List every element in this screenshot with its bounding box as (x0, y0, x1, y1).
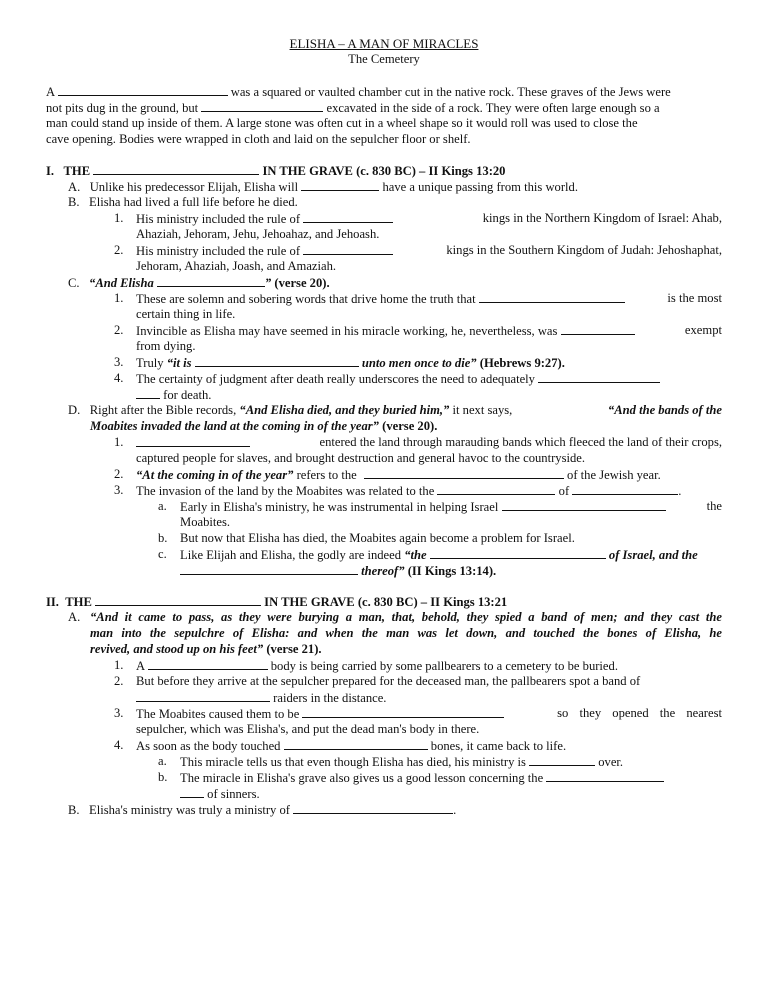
fill-in-blank[interactable] (148, 658, 268, 670)
fill-in-blank[interactable] (437, 483, 555, 495)
s2-a2-label: 2. (114, 674, 124, 688)
intro-line-1: A was a squared or vaulted chamber cut in the native rock. These graves of the Jews were (46, 85, 671, 99)
fill-in-blank[interactable] (302, 706, 504, 718)
fill-in-blank[interactable] (93, 163, 259, 175)
s1-d3a-cont: Moabites. (180, 515, 231, 529)
s1-d3b-label: b. (158, 531, 168, 545)
fill-in-blank[interactable] (546, 770, 664, 782)
s1-d3a-line: Early in Elisha's ministry, he was instrumental in helping Israel the (180, 499, 722, 514)
s1-c1-cont: certain thing in life. (136, 307, 236, 321)
fill-in-blank[interactable] (572, 483, 678, 495)
s2-a4b-line: The miracle in Elisha's grave also gives us a good lesson concerning the (180, 770, 664, 787)
s1-d3c-line: Like Elijah and Elisha, the godly are indeed “the of Israel, and the (180, 548, 698, 562)
s2-a3-line: The Moabites caused them to be so they opened the nearest (136, 706, 722, 721)
s2-item-b: B. Elisha's ministry was truly a ministry of . (68, 803, 457, 817)
s1-b1-line: His ministry included the rule of kings in the Northern Kingdom of Israel: Ahab, (136, 211, 722, 226)
fill-in-blank[interactable] (95, 594, 261, 606)
s1-c3-label: 3. (114, 355, 124, 369)
s2-a4b-label: b. (158, 770, 168, 784)
s1-c2-line: Invincible as Elisha may have seemed in his miracle working, he, nevertheless, was exempt (136, 323, 722, 338)
s2-a-line-3: revived, and stood up on his feet” (verse 21). (90, 642, 322, 656)
s1-b1-label: 1. (114, 211, 124, 225)
s1-d3c-cont: thereof” (II Kings 13:14). (180, 563, 496, 580)
s2-a1-label: 1. (114, 658, 124, 672)
s1-item-d-cont: Moabites invaded the land at the coming in of the year” (verse 20). (90, 419, 438, 433)
s1-d3-line: The invasion of the land by the Moabites was related to the of . (136, 484, 682, 498)
s2-a4a-line: This miracle tells us that even though Elisha has died, his ministry is over. (180, 755, 624, 769)
fill-in-blank[interactable] (502, 499, 666, 511)
s1-d3b-line: But now that Elisha has died, the Moabites again become a problem for Israel. (180, 531, 575, 545)
fill-in-blank[interactable] (561, 323, 635, 335)
fill-in-blank[interactable] (303, 243, 393, 255)
s2-a4a-label: a. (158, 754, 167, 768)
s1-d1-line: entered the land through marauding bands which fleeced the land of their crops, (136, 435, 722, 452)
s1-c3-line: Truly “it is unto men once to die” (Hebrews 9:27). (136, 356, 565, 370)
s1-item-a: A. Unlike his predecessor Elijah, Elisha will have a unique passing from this world. (68, 180, 578, 194)
s1-item-b: B. Elisha had lived a full life before he died. (68, 195, 298, 209)
intro-line-4: cave opening. Bodies were wrapped in cloth and laid on the sepulcher floor or shelf. (46, 132, 471, 146)
fill-in-blank[interactable] (529, 754, 595, 766)
fill-in-blank[interactable] (157, 275, 265, 287)
s1-c2-cont: from dying. (136, 339, 196, 353)
s1-c4-label: 4. (114, 371, 124, 385)
fill-in-blank[interactable] (303, 211, 393, 223)
s1-c1-label: 1. (114, 291, 124, 305)
intro-line-2: not pits dug in the ground, but excavated in the side of a rock. They were often large enough so a (46, 101, 660, 115)
s2-a1-line: A body is being carried by some pallbearers to a cemetery to be buried. (136, 659, 618, 673)
fill-in-blank[interactable] (136, 387, 160, 399)
fill-in-blank[interactable] (195, 355, 359, 367)
s1-c4-cont: for death. (136, 387, 211, 404)
s1-b2-label: 2. (114, 243, 124, 257)
s2-a2-line: But before they arrive at the sepulcher prepared for the deceased man, the pallbearers spot a band of (136, 674, 641, 688)
s1-b1-cont: Ahaziah, Jehoram, Jehu, Jehoahaz, and Jehoash. (136, 227, 380, 241)
s2-a3-label: 3. (114, 706, 124, 720)
s1-d2-line: “At the coming in of the year” refers to the of the Jewish year. (136, 468, 661, 482)
s1-d2-label: 2. (114, 467, 124, 481)
fill-in-blank[interactable] (58, 84, 228, 96)
fill-in-blank[interactable] (301, 179, 379, 191)
s1-d3-label: 3. (114, 483, 124, 497)
s1-d1-label: 1. (114, 435, 124, 449)
section-2-heading: II. THE IN THE GRAVE (c. 830 BC) – II Kings 13:21 (46, 595, 508, 609)
s2-a-line-1: “And it came to pass, as they were burying a man, that, behold, they spied a band of men; and they cast the (90, 610, 722, 624)
s1-item-c: C. “And Elisha ” (verse 20). (68, 276, 330, 290)
fill-in-blank[interactable] (364, 467, 564, 479)
s1-b2-cont: Jehoram, Ahaziah, Joash, and Amaziah. (136, 259, 337, 273)
s2-a-line-2: man into the sepulchre of Elisha: and when the man was let down, and touched the bones of Elisha, he (90, 626, 722, 640)
fill-in-blank[interactable] (430, 547, 606, 559)
s1-c1-line: These are solemn and sobering words that drive home the truth that is the most (136, 291, 722, 306)
page-title: ELISHA – A MAN OF MIRACLES (289, 36, 479, 51)
s1-d1-cont: captured people for slaves, and brought destruction and general havoc to the countryside. (136, 451, 586, 465)
fill-in-blank[interactable] (180, 563, 358, 575)
s1-c2-label: 2. (114, 323, 124, 337)
s1-c4-line: The certainty of judgment after death really underscores the need to adequately (136, 371, 660, 388)
s2-a2-cont: raiders in the distance. (136, 690, 386, 707)
fill-in-blank[interactable] (180, 786, 204, 798)
s1-item-d: D. Right after the Bible records, “And Elisha died, and they buried him,” it next says, “And the bands of the (68, 403, 722, 417)
intro-line-3: man could stand up inside of them. A large stone was often cut in a wheel shape so it would roll was used to close the (46, 116, 638, 130)
s2-a4b-cont: of sinners. (180, 786, 260, 803)
s2-a3-cont: sepulcher, which was Elisha's, and put the dead man's body in there. (136, 722, 480, 736)
s1-b2-line: His ministry included the rule of kings in the Southern Kingdom of Judah: Jehoshaphat, (136, 243, 722, 258)
s1-d3c-label: c. (158, 547, 167, 561)
s2-a4-label: 4. (114, 738, 124, 752)
fill-in-blank[interactable] (479, 291, 625, 303)
fill-in-blank[interactable] (284, 738, 428, 750)
fill-in-blank[interactable] (201, 100, 323, 112)
fill-in-blank[interactable] (136, 435, 250, 447)
page-subtitle: The Cemetery (348, 52, 420, 66)
s1-d3a-label: a. (158, 499, 167, 513)
fill-in-blank[interactable] (293, 802, 453, 814)
fill-in-blank[interactable] (538, 371, 660, 383)
s2-a4-line: As soon as the body touched bones, it came back to life. (136, 739, 567, 753)
fill-in-blank[interactable] (136, 690, 270, 702)
section-1-heading: I. THE IN THE GRAVE (c. 830 BC) – II Kings 13:20 (46, 164, 506, 178)
s2-a-label: A. (68, 610, 81, 624)
